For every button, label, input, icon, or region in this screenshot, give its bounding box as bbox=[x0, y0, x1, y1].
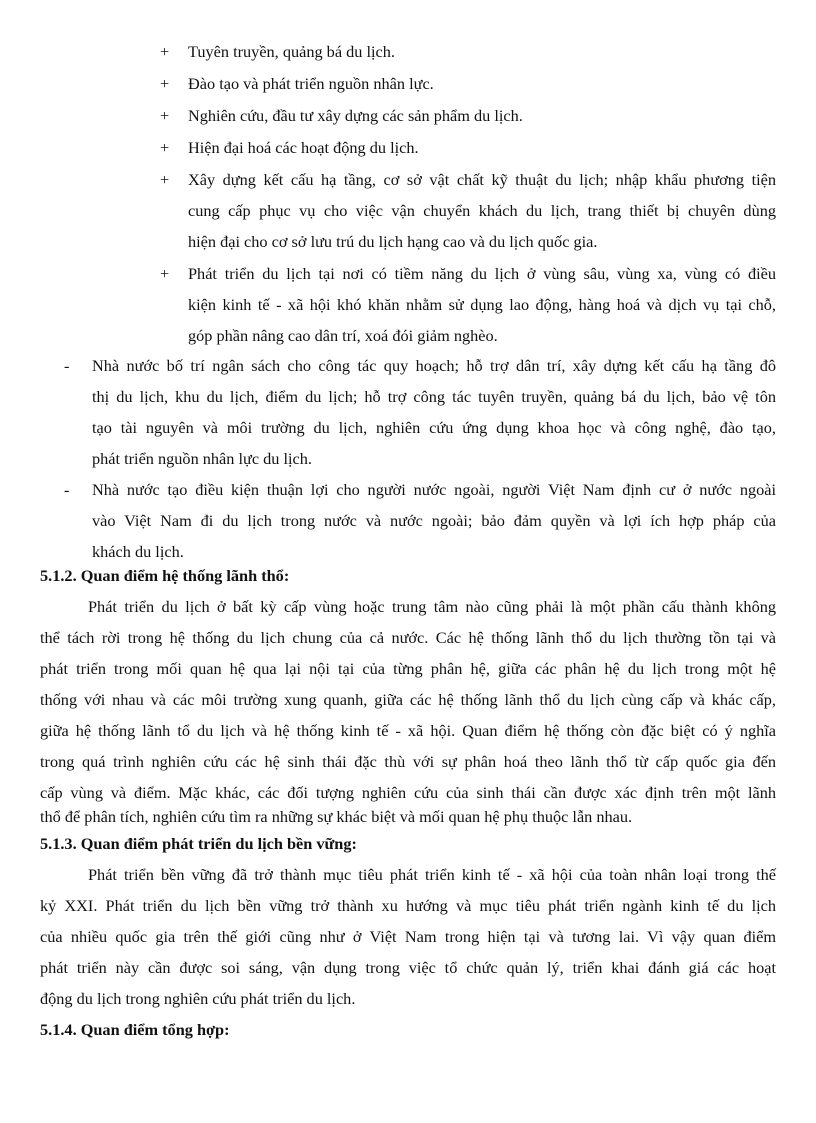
dash-bullet-item-2-line-2: vào Việt Nam đi du lịch trong nước và nước ngoài; bảo đảm quyền và lợi ích hợp pháp của bbox=[92, 511, 776, 530]
dash-bullet-item-2-line-3: khách du lịch. bbox=[92, 542, 184, 561]
section-heading: 5.1.2. Quan điểm hệ thống lãnh thổ: bbox=[40, 566, 290, 585]
paragraph-line: động du lịch trong nghiên cứu phát triển du lịch. bbox=[40, 989, 356, 1008]
plus-bullet-marker: + bbox=[160, 138, 170, 157]
plus-bullet-marker: + bbox=[160, 106, 170, 125]
paragraph-line: trong quá trình nghiên cứu các hệ sinh thái đặc thù với sự phân hoá theo lãnh thổ từ cấp quốc gia đến bbox=[40, 752, 776, 771]
dash-bullet-item-1-line-2: thị du lịch, khu du lịch, điểm du lịch; hỗ trợ công tác tuyên truyền, quảng bá du lịch, bảo vệ tôn bbox=[92, 387, 776, 406]
plus-bullet-marker: + bbox=[160, 42, 170, 61]
plus-bullet-item-5-line-2: cung cấp phục vụ cho việc vận chuyển khách du lịch, trang thiết bị chuyên dùng bbox=[188, 201, 776, 220]
section-heading: 5.1.4. Quan điểm tổng hợp: bbox=[40, 1020, 230, 1039]
plus-bullet-item-5-line-3: hiện đại cho cơ sở lưu trú du lịch hạng cao và du lịch quốc gia. bbox=[188, 232, 598, 251]
paragraph-line: thống với nhau và các môi trường xung quanh, giữa các hệ thống lãnh thổ du lịch cùng cấp và khác cấp, bbox=[40, 690, 776, 709]
paragraph-line: phát triển này cần được soi sáng, vận dụng trong việc tổ chức quản lý, triển khai đánh giá các hoạt bbox=[40, 958, 776, 977]
paragraph-line: của nhiều quốc gia trên thế giới cũng như ở Việt Nam trong hiện tại và tương lai. Vì vậy quan điểm bbox=[40, 927, 776, 946]
section-heading: 5.1.3. Quan điểm phát triển du lịch bền vững: bbox=[40, 834, 357, 853]
dash-bullet-item-1-line-4: phát triển nguồn nhân lực du lịch. bbox=[92, 449, 312, 468]
dash-bullet-marker: - bbox=[64, 356, 70, 375]
plus-bullet-item-6-line-3: góp phần nâng cao dân trí, xoá đói giảm nghèo. bbox=[188, 326, 498, 345]
paragraph-line: thể tách rời trong hệ thống du lịch chung của cả nước. Các hệ thống lãnh thổ du lịch thường tồn tại và bbox=[40, 628, 776, 647]
paragraph-line: phát triển trong mối quan hệ qua lại nội tại của từng phân hệ, giữa các phân hệ du lịch trong một hệ bbox=[40, 659, 776, 678]
plus-bullet-marker: + bbox=[160, 264, 170, 283]
paragraph-line: giữa hệ thống lãnh tổ du lịch và hệ thống kinh tế - xã hội. Quan điểm hệ thống còn đặc biệt có ý nghĩa bbox=[40, 721, 776, 740]
plus-bullet-item-4: Hiện đại hoá các hoạt động du lịch. bbox=[188, 138, 419, 157]
dash-bullet-item-1-line-3: tạo tài nguyên và môi trường du lịch, nghiên cứu ứng dụng khoa học và công nghệ, đào tạo, bbox=[92, 418, 776, 437]
paragraph-line: thổ để phân tích, nghiên cứu tìm ra những sự khác biệt và mối quan hệ phụ thuộc lẫn nhau. bbox=[40, 807, 633, 826]
plus-bullet-item-5-line-1: Xây dựng kết cấu hạ tầng, cơ sở vật chất kỹ thuật du lịch; nhập khẩu phương tiện bbox=[188, 170, 776, 189]
plus-bullet-marker: + bbox=[160, 74, 170, 93]
dash-bullet-item-2-line-1: Nhà nước tạo điều kiện thuận lợi cho người nước ngoài, người Việt Nam định cư ở nước ngoài bbox=[92, 480, 776, 499]
dash-bullet-marker: - bbox=[64, 480, 70, 499]
dash-bullet-item-1-line-1: Nhà nước bố trí ngân sách cho công tác quy hoạch; hỗ trợ dân trí, xây dựng kết cấu hạ tầng đô bbox=[92, 356, 776, 375]
plus-bullet-item-6-line-2: kiện kinh tế - xã hội khó khăn nhằm sử dụng lao động, hàng hoá và dịch vụ tại chỗ, bbox=[188, 295, 776, 314]
plus-bullet-item-2: Đào tạo và phát triển nguồn nhân lực. bbox=[188, 74, 434, 93]
plus-bullet-marker: + bbox=[160, 170, 170, 189]
plus-bullet-item-6-line-1: Phát triển du lịch tại nơi có tiềm năng du lịch ở vùng sâu, vùng xa, vùng có điều bbox=[188, 264, 776, 283]
paragraph-line: kỷ XXI. Phát triển du lịch bền vững trở thành xu hướng và mục tiêu phát triển ngành kinh tế du lịch bbox=[40, 896, 776, 915]
paragraph-line: Phát triển du lịch ở bất kỳ cấp vùng hoặc trung tâm nào cũng phải là một phần cấu thành không bbox=[88, 597, 776, 616]
paragraph-line: Phát triển bền vững đã trở thành mục tiêu phát triển kinh tế - xã hội của toàn nhân loại trong thế bbox=[88, 865, 776, 884]
plus-bullet-item-1: Tuyên truyền, quảng bá du lịch. bbox=[188, 42, 395, 61]
paragraph-line: cấp vùng và điểm. Mặc khác, các đối tượng nghiên cứu của sinh thái cần được xác định trên một lãnh bbox=[40, 783, 776, 802]
plus-bullet-item-3: Nghiên cứu, đầu tư xây dựng các sản phẩm du lịch. bbox=[188, 106, 523, 125]
